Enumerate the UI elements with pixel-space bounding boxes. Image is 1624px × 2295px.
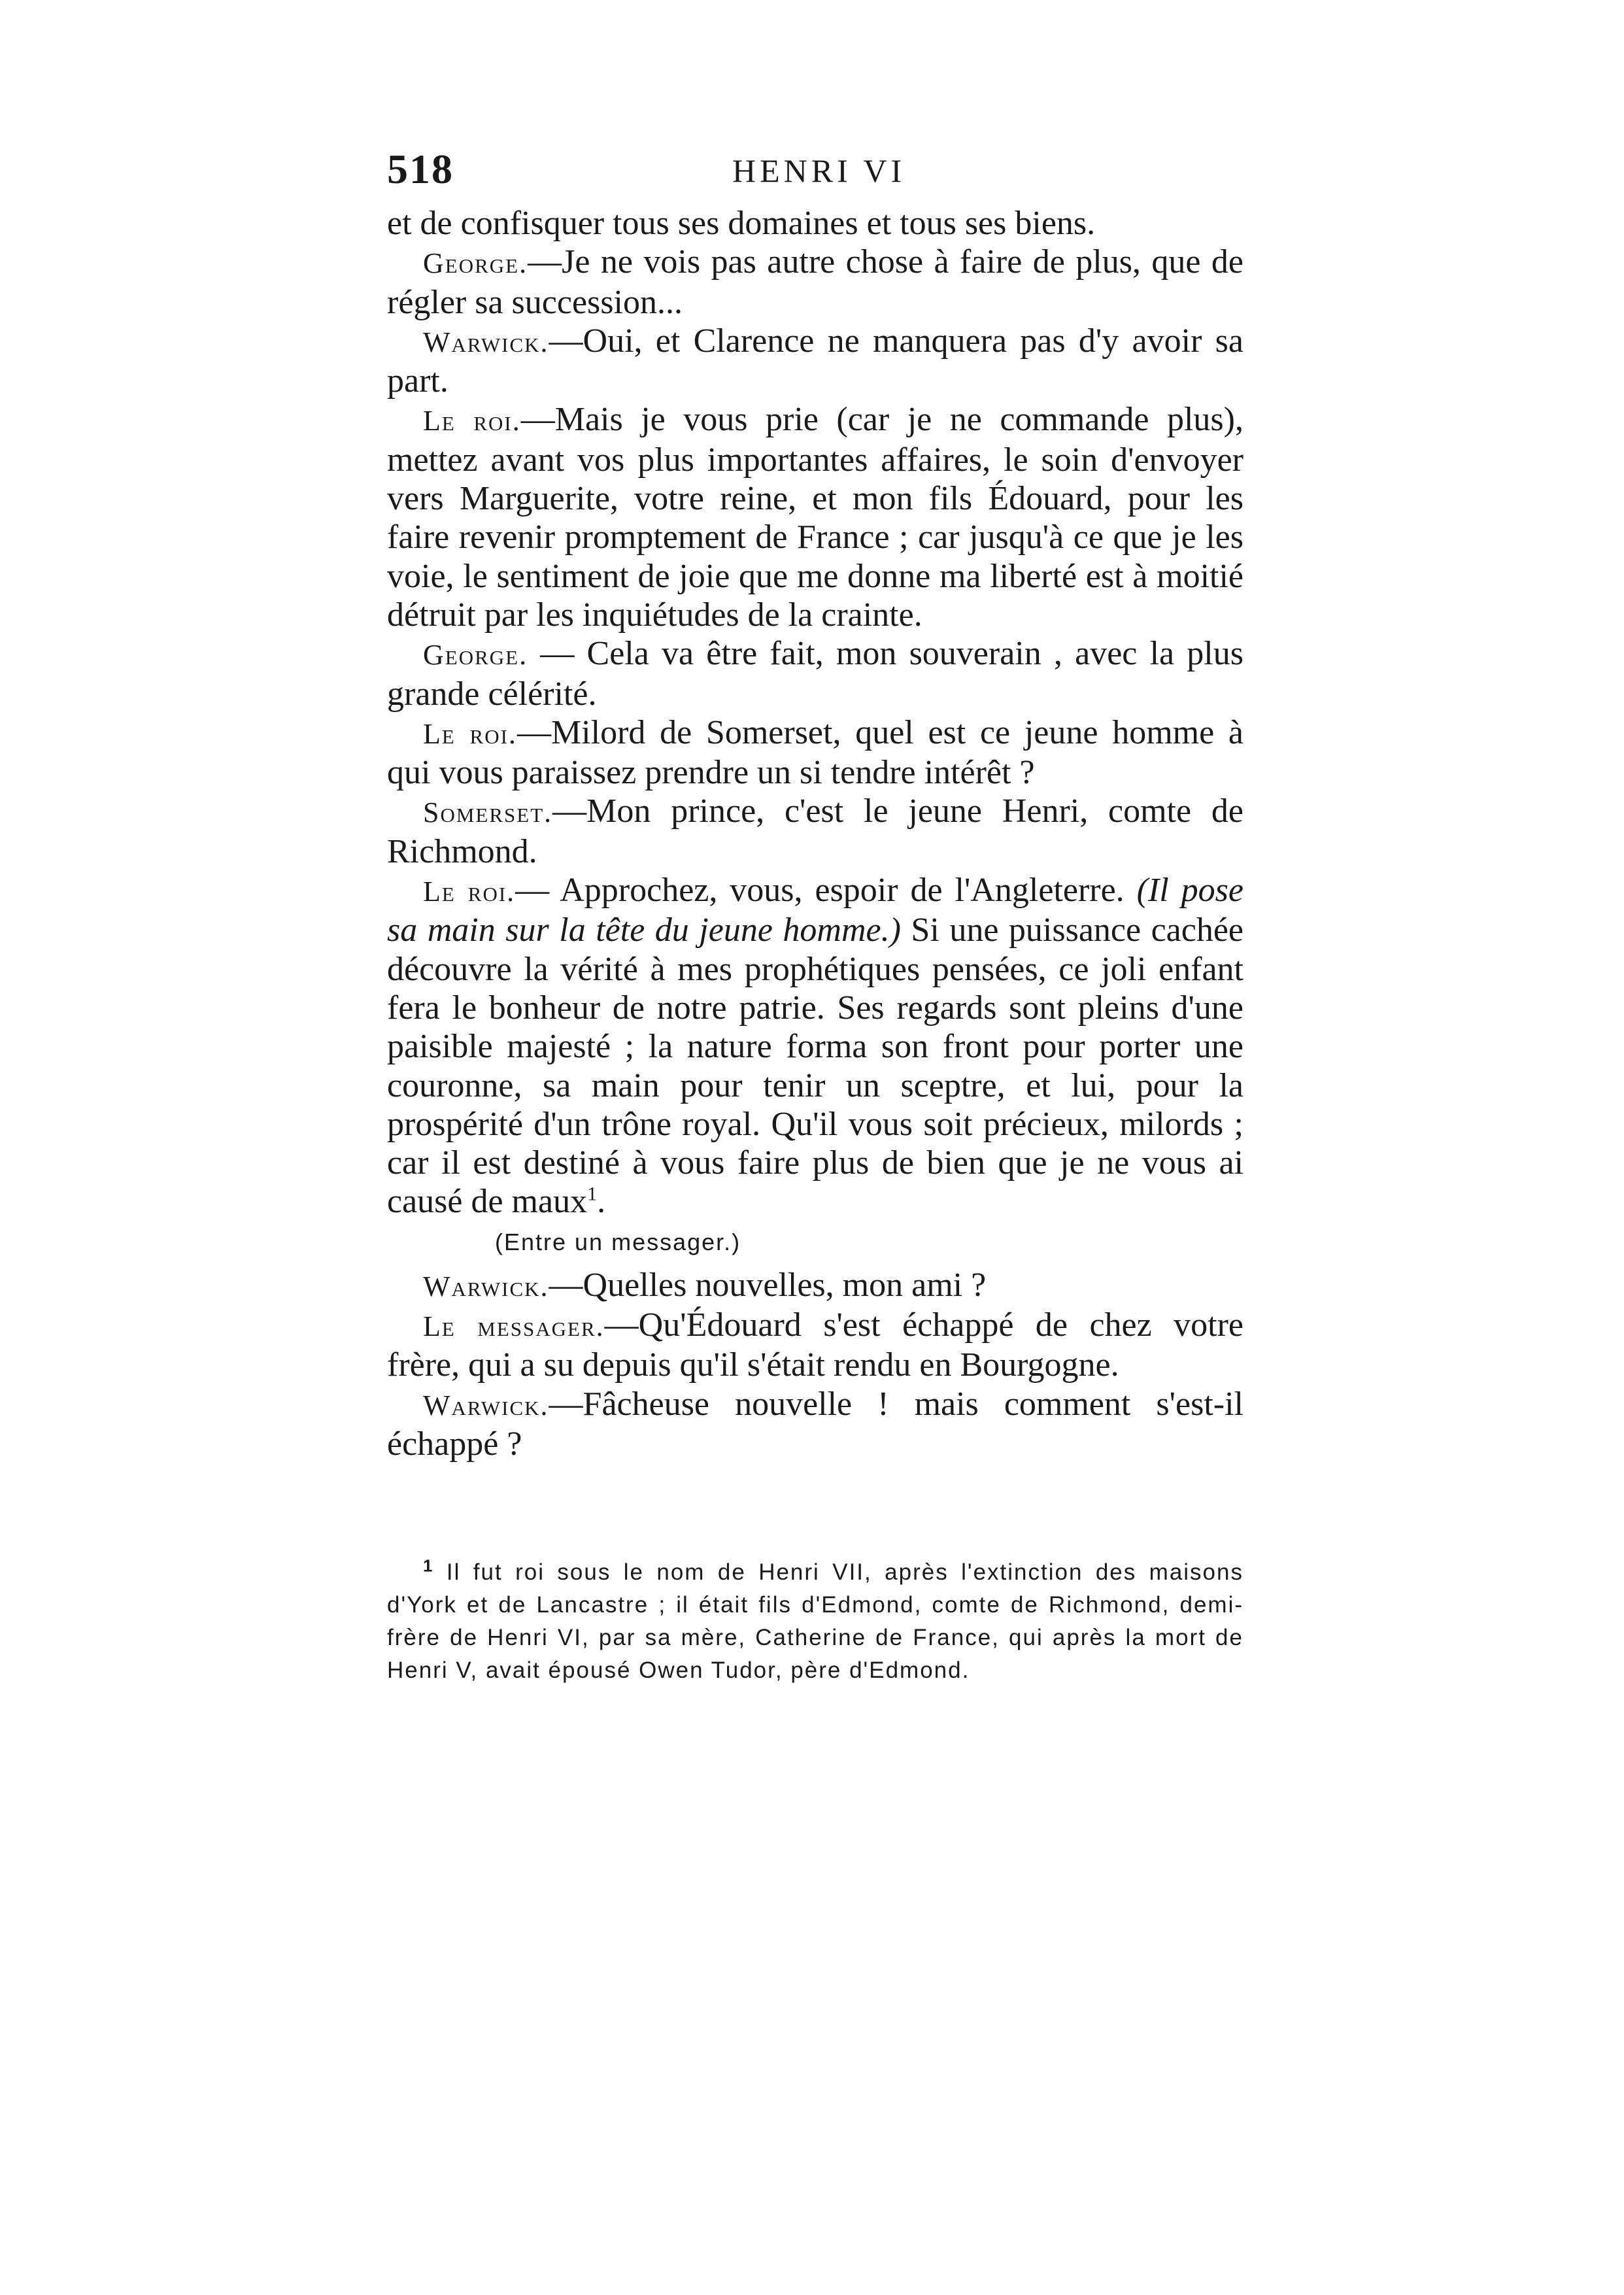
dialogue-line: [387, 243, 1243, 322]
footnote-text: Il fut roi sous le nom de Henri VII, après l'extinction des maisons d'York et de Lancastre ; il était fils d'Edmond, comte de Richmond, demi-frère de Henri VI, par sa mère, Catherine de France, qui après la mort de Henri V, avait épousé Owen Tudor, père d'Edmond.: [387, 1559, 1243, 1683]
dialogue-text: —Qu'Édouard s'est échappé de chez votre frère, qui a su depuis qu'il s'était rendu en Bourgogne.: [387, 1306, 1244, 1384]
paragraph: [387, 204, 1243, 243]
speaker-name: George.: [423, 639, 528, 672]
dialogue-text-continued: Si une puissance cachée découvre la vérité à mes prophétiques pensées, ce joli enfant fera le bonheur de notre patrie. Ses regards sont pleins d'une paisible majesté ; la nature forma son front pour porter une couronne, sa main pour tenir un sceptre, et lui, pour la prospérité d'un trône royal. Qu'il vous soit précieux, milords ; car il est destiné à vous faire plus de bien que je ne vous ai causé de maux: [387, 911, 1243, 1221]
speaker-name: Somerset.: [423, 796, 553, 829]
dialogue-text: —Je ne vois pas autre chose à faire de plus, que de régler sa succession...: [387, 243, 1243, 321]
dialogue-line: [387, 400, 1243, 634]
footnote: [387, 1556, 1243, 1687]
dialogue-text: —Milord de Somerset, quel est ce jeune homme à qui vous paraissez prendre un si tendre intérêt ?: [387, 713, 1243, 792]
footnote-mark: 1: [423, 1556, 434, 1576]
dialogue-line: [387, 322, 1243, 401]
main-text: [387, 204, 1243, 1463]
paragraph-text: et de confisquer tous ses domaines et tous ses biens.: [387, 205, 1096, 242]
speaker-name: Le roi.: [423, 717, 517, 750]
dialogue-line: [387, 1385, 1243, 1464]
dialogue-line: [387, 634, 1243, 713]
dialogue-text: — Approchez, vous, espoir de l'Angleterre.: [515, 872, 1137, 910]
speaker-name: Warwick.: [423, 326, 549, 358]
speaker-name: George.: [423, 247, 528, 280]
dialogue-line: [387, 871, 1243, 1221]
dialogue-line: [387, 792, 1243, 871]
running-title: HENRI VI: [732, 152, 906, 189]
dialogue-line: [387, 713, 1243, 792]
sentence-end: .: [597, 1183, 606, 1221]
dialogue-line: [387, 1306, 1243, 1385]
dialogue-line: [387, 1266, 1243, 1306]
dialogue-text: —Oui, et Clarence ne manquera pas d'y avoir sa part.: [387, 322, 1243, 400]
speaker-name: Le roi.: [423, 405, 521, 437]
speaker-name: Le messager.: [423, 1310, 605, 1343]
dialogue-text: —Fâcheuse nouvelle ! mais comment s'est-il échappé ?: [387, 1385, 1243, 1463]
speaker-name: Warwick.: [423, 1270, 549, 1302]
speaker-name: Warwick.: [423, 1389, 549, 1421]
page-header: [387, 145, 1243, 197]
footnote-reference[interactable]: 1: [587, 1183, 598, 1206]
dialogue-text: —Quelles nouvelles, mon ami ?: [549, 1266, 987, 1304]
stage-direction: (Entre un messager.): [495, 1228, 741, 1255]
inline-stage-direction: (Il pose sa main sur la tête du jeune homme.): [387, 872, 1243, 949]
dialogue-text: —Mon prince, c'est le jeune Henri, comte de Richmond.: [387, 792, 1243, 870]
page-number: 518: [387, 146, 454, 192]
dialogue-text: —Mais je vous prie (car je ne commande plus), mettez avant vos plus importantes affaires, le soin d'envoyer vers Marguerite, votre reine, et mon fils Édouard, pour les faire revenir promptement de France ; car jusqu'à ce que je les voie, le sentiment de joie que me donne ma liberté est à moitié détruit par les inquiétudes de la crainte.: [387, 401, 1243, 634]
dialogue-text: — Cela va être fait, mon souverain , avec la plus grande célérité.: [387, 635, 1243, 713]
speaker-name: Le roi.: [423, 876, 516, 908]
